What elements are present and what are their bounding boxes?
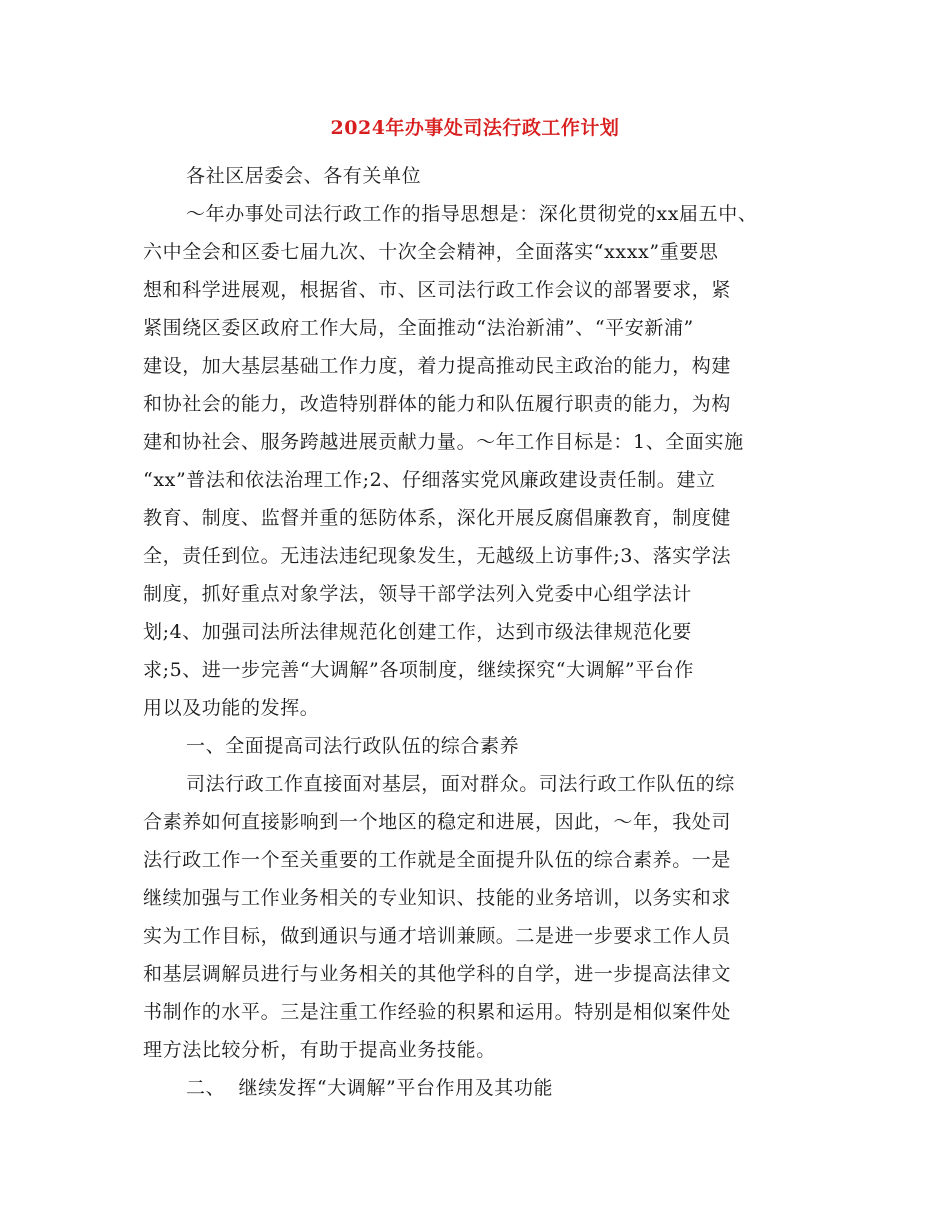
- paragraph-line: 合素养如何直接影响到一个地区的稳定和进展，因此，～年，我处司: [143, 811, 732, 833]
- paragraph-line: “xx”普法和依法治理工作;2、仔细落实党风廉政建设责任制。建立: [143, 469, 716, 491]
- section-heading-1: 一、全面提高司法行政队伍的综合素养: [186, 735, 520, 757]
- paragraph-line: 建和协社会、服务跨越进展贡献力量。～年工作目标是：1、全面实施: [143, 431, 744, 453]
- paragraph-line: 和协社会的能力，改造特别群体的能力和队伍履行职责的能力，为构: [143, 393, 732, 415]
- paragraph-line: 和基层调解员进行与业务相关的其他学科的自学，进一步提高法律文: [143, 963, 732, 985]
- paragraph-line: 全，责任到位。无违法违纪现象发生，无越级上访事件;3、落实学法: [143, 545, 732, 567]
- paragraph-line: 建设，加大基层基础工作力度，着力提高推动民主政治的能力，构建: [143, 355, 732, 377]
- paragraph-line: 继续加强与工作业务相关的专业知识、技能的业务培训，以务实和求: [143, 887, 732, 909]
- paragraph-line: 想和科学进展观，根据省、市、区司法行政工作会议的部署要求，紧: [143, 279, 732, 301]
- paragraph-line: 紧围绕区委区政府工作大局，全面推动“法治新浦”、“平安新浦”: [143, 317, 694, 339]
- section-heading-2: 二、 继续发挥“大调解”平台作用及其功能: [186, 1077, 554, 1099]
- paragraph-line: ～年办事处司法行政工作的指导思想是：深化贯彻党的xx届五中、: [186, 203, 758, 225]
- paragraph-line-salutation: 各社区居委会、各有关单位: [186, 165, 422, 187]
- paragraph-line: 法行政工作一个至关重要的工作就是全面提升队伍的综合素养。一是: [143, 849, 732, 871]
- paragraph-line: 书制作的水平。三是注重工作经验的积累和运用。特别是相似案件处: [143, 1001, 732, 1023]
- paragraph-line: 司法行政工作直接面对基层，面对群众。司法行政工作队伍的综: [186, 773, 735, 795]
- paragraph-line: 实为工作目标，做到通识与通才培训兼顾。二是进一步要求工作人员: [143, 925, 732, 947]
- paragraph-line: 求;5、进一步完善“大调解”各项制度，继续探究“大调解”平台作: [143, 659, 694, 681]
- document-title: 2024年办事处司法行政工作计划: [330, 117, 620, 139]
- paragraph-line: 划;4、加强司法所法律规范化创建工作，达到市级法律规范化要: [143, 621, 692, 643]
- paragraph-line: 制度，抓好重点对象学法，领导干部学法列入党委中心组学法计: [143, 583, 692, 605]
- paragraph-line: 六中全会和区委七届九次、十次全会精神，全面落实“xxxx”重要思: [143, 241, 719, 263]
- paragraph-line: 用以及功能的发挥。: [143, 697, 320, 719]
- paragraph-line: 教育、制度、监督并重的惩防体系，深化开展反腐倡廉教育，制度健: [143, 507, 732, 529]
- paragraph-line: 理方法比较分析，有助于提高业务技能。: [143, 1039, 496, 1061]
